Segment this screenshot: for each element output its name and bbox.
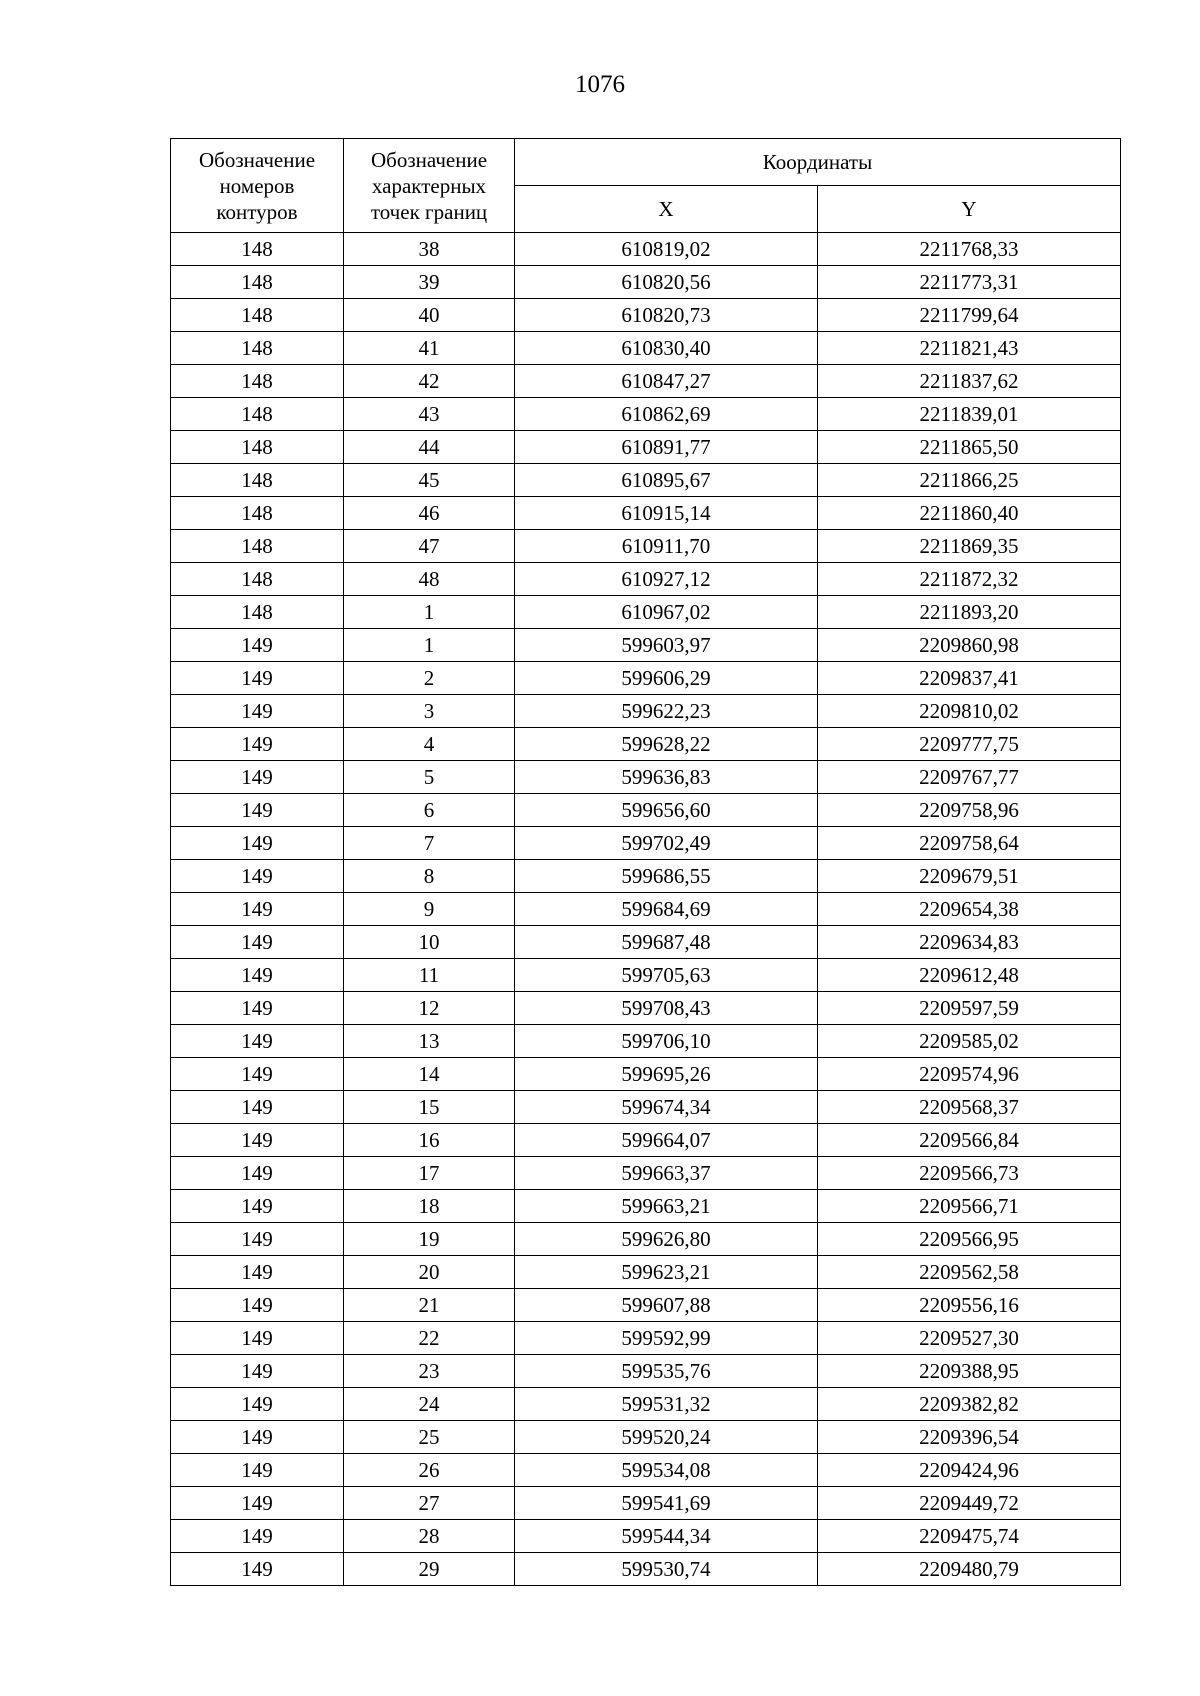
cell-point-number: 46: [344, 497, 515, 530]
cell-y-coordinate: 2209758,96: [818, 794, 1121, 827]
cell-y-coordinate: 2211893,20: [818, 596, 1121, 629]
cell-x-coordinate: 599544,34: [515, 1520, 818, 1553]
cell-point-number: 1: [344, 629, 515, 662]
cell-contour-number: 149: [171, 1058, 344, 1091]
cell-point-number: 22: [344, 1322, 515, 1355]
cell-point-number: 26: [344, 1454, 515, 1487]
table-row: [171, 1454, 1121, 1487]
cell-point-number: 45: [344, 464, 515, 497]
cell-y-coordinate: 2211799,64: [818, 299, 1121, 332]
header-contour-numbers: [171, 139, 344, 233]
cell-point-number: 20: [344, 1256, 515, 1289]
cell-contour-number: 149: [171, 1124, 344, 1157]
cell-contour-number: 148: [171, 233, 344, 266]
cell-point-number: 9: [344, 893, 515, 926]
cell-contour-number: 149: [171, 1223, 344, 1256]
cell-x-coordinate: 599708,43: [515, 992, 818, 1025]
cell-x-coordinate: 610891,77: [515, 431, 818, 464]
cell-x-coordinate: 599656,60: [515, 794, 818, 827]
table-row: [171, 728, 1121, 761]
table-row: [171, 431, 1121, 464]
cell-x-coordinate: 599687,48: [515, 926, 818, 959]
coordinates-table: [170, 138, 1121, 1586]
cell-contour-number: 149: [171, 959, 344, 992]
cell-point-number: 38: [344, 233, 515, 266]
cell-contour-number: 148: [171, 431, 344, 464]
cell-y-coordinate: 2209679,51: [818, 860, 1121, 893]
header-row-top: [171, 139, 1121, 186]
cell-contour-number: 148: [171, 464, 344, 497]
header-point-line: характерных: [371, 173, 487, 198]
table-row: [171, 596, 1121, 629]
cell-x-coordinate: 610820,73: [515, 299, 818, 332]
cell-y-coordinate: 2211837,62: [818, 365, 1121, 398]
cell-y-coordinate: 2211866,25: [818, 464, 1121, 497]
table-row: [171, 1388, 1121, 1421]
cell-x-coordinate: 610819,02: [515, 233, 818, 266]
cell-x-coordinate: 599623,21: [515, 1256, 818, 1289]
cell-point-number: 39: [344, 266, 515, 299]
cell-contour-number: 149: [171, 1091, 344, 1124]
cell-point-number: 42: [344, 365, 515, 398]
cell-contour-number: 149: [171, 1421, 344, 1454]
cell-contour-number: 148: [171, 563, 344, 596]
cell-y-coordinate: 2209424,96: [818, 1454, 1121, 1487]
cell-y-coordinate: 2211768,33: [818, 233, 1121, 266]
cell-contour-number: 149: [171, 1190, 344, 1223]
cell-x-coordinate: 599663,21: [515, 1190, 818, 1223]
cell-contour-number: 149: [171, 1553, 344, 1586]
cell-x-coordinate: 599706,10: [515, 1025, 818, 1058]
cell-point-number: 12: [344, 992, 515, 1025]
table-row: [171, 1091, 1121, 1124]
header-contour-line: Обозначение: [198, 147, 316, 172]
table-row: [171, 365, 1121, 398]
cell-contour-number: 149: [171, 860, 344, 893]
header-y: Y: [818, 186, 1121, 233]
table-row: [171, 761, 1121, 794]
header-contour-line: номеров: [219, 173, 295, 198]
table-row: [171, 1487, 1121, 1520]
cell-x-coordinate: 599535,76: [515, 1355, 818, 1388]
cell-y-coordinate: 2209860,98: [818, 629, 1121, 662]
page-number: 1076: [575, 71, 625, 98]
cell-x-coordinate: 599626,80: [515, 1223, 818, 1256]
cell-x-coordinate: 599534,08: [515, 1454, 818, 1487]
cell-contour-number: 149: [171, 1520, 344, 1553]
table-row: [171, 695, 1121, 728]
cell-y-coordinate: 2209556,16: [818, 1289, 1121, 1322]
cell-point-number: 8: [344, 860, 515, 893]
cell-contour-number: 149: [171, 1289, 344, 1322]
header-point-line: Обозначение: [370, 147, 488, 172]
cell-x-coordinate: 599663,37: [515, 1157, 818, 1190]
cell-point-number: 7: [344, 827, 515, 860]
table-header: [171, 139, 1121, 233]
cell-y-coordinate: 2209810,02: [818, 695, 1121, 728]
cell-point-number: 19: [344, 1223, 515, 1256]
table-row: [171, 1289, 1121, 1322]
cell-x-coordinate: 610915,14: [515, 497, 818, 530]
cell-contour-number: 149: [171, 827, 344, 860]
cell-contour-number: 149: [171, 1454, 344, 1487]
cell-contour-number: 149: [171, 1025, 344, 1058]
table-row: [171, 233, 1121, 266]
cell-y-coordinate: 2211860,40: [818, 497, 1121, 530]
cell-y-coordinate: 2209777,75: [818, 728, 1121, 761]
cell-x-coordinate: 599674,34: [515, 1091, 818, 1124]
cell-y-coordinate: 2209527,30: [818, 1322, 1121, 1355]
cell-y-coordinate: 2209585,02: [818, 1025, 1121, 1058]
cell-point-number: 23: [344, 1355, 515, 1388]
cell-y-coordinate: 2209574,96: [818, 1058, 1121, 1091]
cell-x-coordinate: 599636,83: [515, 761, 818, 794]
cell-y-coordinate: 2209767,77: [818, 761, 1121, 794]
cell-contour-number: 148: [171, 365, 344, 398]
cell-point-number: 18: [344, 1190, 515, 1223]
table-row: [171, 398, 1121, 431]
cell-point-number: 25: [344, 1421, 515, 1454]
cell-contour-number: 149: [171, 794, 344, 827]
cell-point-number: 3: [344, 695, 515, 728]
cell-point-number: 11: [344, 959, 515, 992]
cell-contour-number: 148: [171, 596, 344, 629]
cell-x-coordinate: 610911,70: [515, 530, 818, 563]
cell-y-coordinate: 2211865,50: [818, 431, 1121, 464]
table-body: [171, 233, 1121, 1586]
cell-y-coordinate: 2211872,32: [818, 563, 1121, 596]
cell-x-coordinate: 599530,74: [515, 1553, 818, 1586]
table-row: [171, 794, 1121, 827]
cell-y-coordinate: 2209597,59: [818, 992, 1121, 1025]
cell-point-number: 28: [344, 1520, 515, 1553]
table-row: [171, 1157, 1121, 1190]
table-row: [171, 1190, 1121, 1223]
cell-contour-number: 149: [171, 629, 344, 662]
header-x: X: [515, 186, 818, 233]
cell-x-coordinate: 599592,99: [515, 1322, 818, 1355]
cell-y-coordinate: 2209566,73: [818, 1157, 1121, 1190]
cell-x-coordinate: 610895,67: [515, 464, 818, 497]
cell-point-number: 29: [344, 1553, 515, 1586]
cell-point-number: 10: [344, 926, 515, 959]
cell-x-coordinate: 599607,88: [515, 1289, 818, 1322]
table-row: [171, 530, 1121, 563]
table-row: [171, 629, 1121, 662]
cell-point-number: 17: [344, 1157, 515, 1190]
table-row: [171, 299, 1121, 332]
cell-point-number: 5: [344, 761, 515, 794]
cell-contour-number: 148: [171, 497, 344, 530]
cell-x-coordinate: 599705,63: [515, 959, 818, 992]
cell-point-number: 48: [344, 563, 515, 596]
cell-x-coordinate: 599684,69: [515, 893, 818, 926]
table-row: [171, 1322, 1121, 1355]
cell-y-coordinate: 2211869,35: [818, 530, 1121, 563]
cell-x-coordinate: 610847,27: [515, 365, 818, 398]
table-row: [171, 332, 1121, 365]
cell-point-number: 13: [344, 1025, 515, 1058]
cell-x-coordinate: 599695,26: [515, 1058, 818, 1091]
cell-y-coordinate: 2209388,95: [818, 1355, 1121, 1388]
table-row: [171, 1256, 1121, 1289]
cell-y-coordinate: 2209562,58: [818, 1256, 1121, 1289]
cell-contour-number: 149: [171, 1157, 344, 1190]
cell-contour-number: 149: [171, 1256, 344, 1289]
cell-x-coordinate: 610830,40: [515, 332, 818, 365]
cell-x-coordinate: 610967,02: [515, 596, 818, 629]
cell-point-number: 24: [344, 1388, 515, 1421]
cell-x-coordinate: 599603,97: [515, 629, 818, 662]
cell-point-number: 14: [344, 1058, 515, 1091]
table-row: [171, 1553, 1121, 1586]
cell-contour-number: 149: [171, 926, 344, 959]
cell-contour-number: 149: [171, 893, 344, 926]
cell-x-coordinate: 599520,24: [515, 1421, 818, 1454]
cell-x-coordinate: 599622,23: [515, 695, 818, 728]
cell-x-coordinate: 599686,55: [515, 860, 818, 893]
cell-y-coordinate: 2209612,48: [818, 959, 1121, 992]
header-contour-line: контуров: [216, 199, 298, 224]
cell-point-number: 43: [344, 398, 515, 431]
cell-contour-number: 149: [171, 1388, 344, 1421]
cell-contour-number: 148: [171, 266, 344, 299]
cell-contour-number: 149: [171, 992, 344, 1025]
cell-y-coordinate: 2209634,83: [818, 926, 1121, 959]
header-point-line: точек границ: [370, 199, 488, 224]
cell-point-number: 44: [344, 431, 515, 464]
cell-y-coordinate: 2209566,84: [818, 1124, 1121, 1157]
cell-point-number: 2: [344, 662, 515, 695]
cell-y-coordinate: 2209396,54: [818, 1421, 1121, 1454]
cell-x-coordinate: 599702,49: [515, 827, 818, 860]
table-row: [171, 860, 1121, 893]
cell-x-coordinate: 599664,07: [515, 1124, 818, 1157]
cell-y-coordinate: 2209654,38: [818, 893, 1121, 926]
cell-point-number: 16: [344, 1124, 515, 1157]
table-row: [171, 1058, 1121, 1091]
header-coordinates: Координаты: [515, 139, 1121, 186]
cell-contour-number: 149: [171, 1355, 344, 1388]
cell-contour-number: 149: [171, 662, 344, 695]
table-row: [171, 926, 1121, 959]
cell-contour-number: 148: [171, 398, 344, 431]
cell-point-number: 4: [344, 728, 515, 761]
table-row: [171, 1355, 1121, 1388]
cell-x-coordinate: 610820,56: [515, 266, 818, 299]
cell-x-coordinate: 599606,29: [515, 662, 818, 695]
table-row: [171, 563, 1121, 596]
header-boundary-points: [344, 139, 515, 233]
cell-contour-number: 148: [171, 530, 344, 563]
cell-x-coordinate: 610862,69: [515, 398, 818, 431]
cell-contour-number: 149: [171, 728, 344, 761]
table-row: [171, 992, 1121, 1025]
table-row: [171, 662, 1121, 695]
cell-y-coordinate: 2209382,82: [818, 1388, 1121, 1421]
cell-point-number: 21: [344, 1289, 515, 1322]
cell-contour-number: 149: [171, 761, 344, 794]
table-row: [171, 464, 1121, 497]
cell-x-coordinate: 599628,22: [515, 728, 818, 761]
table-row: [171, 1223, 1121, 1256]
table-row: [171, 893, 1121, 926]
cell-y-coordinate: 2209449,72: [818, 1487, 1121, 1520]
table-row: [171, 497, 1121, 530]
cell-contour-number: 149: [171, 695, 344, 728]
cell-x-coordinate: 610927,12: [515, 563, 818, 596]
table-row: [171, 1421, 1121, 1454]
table-row: [171, 1025, 1121, 1058]
cell-point-number: 41: [344, 332, 515, 365]
cell-y-coordinate: 2209568,37: [818, 1091, 1121, 1124]
cell-x-coordinate: 599541,69: [515, 1487, 818, 1520]
cell-contour-number: 149: [171, 1322, 344, 1355]
cell-y-coordinate: 2211821,43: [818, 332, 1121, 365]
cell-point-number: 40: [344, 299, 515, 332]
cell-y-coordinate: 2209475,74: [818, 1520, 1121, 1553]
cell-y-coordinate: 2209566,71: [818, 1190, 1121, 1223]
cell-y-coordinate: 2209758,64: [818, 827, 1121, 860]
cell-point-number: 15: [344, 1091, 515, 1124]
cell-y-coordinate: 2209837,41: [818, 662, 1121, 695]
cell-contour-number: 148: [171, 332, 344, 365]
cell-x-coordinate: 599531,32: [515, 1388, 818, 1421]
cell-y-coordinate: 2211773,31: [818, 266, 1121, 299]
cell-point-number: 6: [344, 794, 515, 827]
table-row: [171, 827, 1121, 860]
cell-point-number: 1: [344, 596, 515, 629]
cell-point-number: 47: [344, 530, 515, 563]
cell-point-number: 27: [344, 1487, 515, 1520]
cell-contour-number: 149: [171, 1487, 344, 1520]
table-row: [171, 266, 1121, 299]
table-row: [171, 1124, 1121, 1157]
table-row: [171, 1520, 1121, 1553]
cell-y-coordinate: 2211839,01: [818, 398, 1121, 431]
cell-y-coordinate: 2209566,95: [818, 1223, 1121, 1256]
table-row: [171, 959, 1121, 992]
cell-contour-number: 148: [171, 299, 344, 332]
cell-y-coordinate: 2209480,79: [818, 1553, 1121, 1586]
